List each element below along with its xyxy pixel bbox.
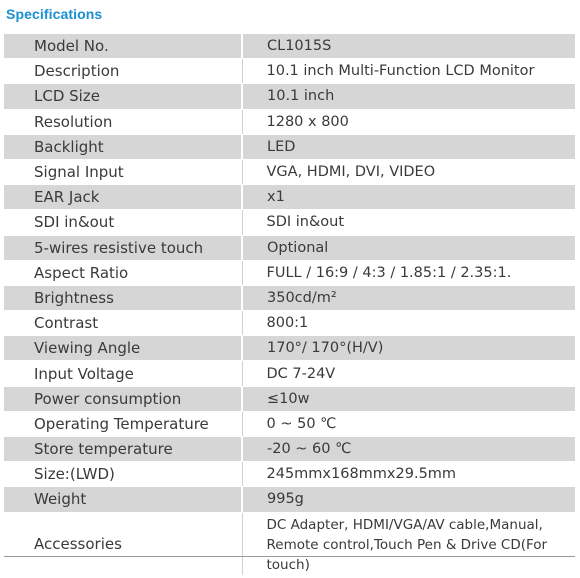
row-label: Brightness bbox=[4, 285, 242, 310]
table-row bbox=[4, 411, 575, 436]
row-label: Model No. bbox=[4, 34, 242, 59]
row-value: CL1015S bbox=[242, 34, 575, 59]
row-value: FULL / 16:9 / 4:3 / 1.85:1 / 2.35:1. bbox=[242, 260, 575, 285]
row-value: 995g bbox=[242, 487, 575, 512]
row-label: EAR Jack bbox=[4, 185, 242, 210]
row-label: Aspect Ratio bbox=[4, 260, 242, 285]
row-label: 5-wires resistive touch bbox=[4, 235, 242, 260]
table-row bbox=[4, 311, 575, 336]
table-row bbox=[4, 361, 575, 386]
row-label: SDI in&out bbox=[4, 210, 242, 235]
table-row bbox=[4, 437, 575, 462]
row-label: Weight bbox=[4, 487, 242, 512]
row-label: Size:(LWD) bbox=[4, 462, 242, 487]
table-row bbox=[4, 210, 575, 235]
divider bbox=[4, 556, 575, 557]
table-row bbox=[4, 512, 575, 575]
row-label: Resolution bbox=[4, 109, 242, 134]
row-label: Signal Input bbox=[4, 159, 242, 184]
row-value: 10.1 inch bbox=[242, 84, 575, 109]
row-label: LCD Size bbox=[4, 84, 242, 109]
row-value: 245mmx168mmx29.5mm bbox=[242, 462, 575, 487]
table-row bbox=[4, 109, 575, 134]
table-row bbox=[4, 159, 575, 184]
row-value: VGA, HDMI, DVI, VIDEO bbox=[242, 159, 575, 184]
table-row bbox=[4, 260, 575, 285]
table-row bbox=[4, 84, 575, 109]
row-value: ≤10w bbox=[242, 386, 575, 411]
row-value: DC 7-24V bbox=[242, 361, 575, 386]
table-row bbox=[4, 462, 575, 487]
row-label: Store temperature bbox=[4, 437, 242, 462]
row-value: -20 ~ 60 ℃ bbox=[242, 437, 575, 462]
row-label: Description bbox=[4, 59, 242, 84]
row-value: DC Adapter, HDMI/VGA/AV cable,Manual, Remote control,Touch Pen & Drive CD(For touch) bbox=[242, 512, 575, 575]
row-label: Operating Temperature bbox=[4, 411, 242, 436]
page-title: Specifications bbox=[6, 6, 103, 22]
row-label: Backlight bbox=[4, 134, 242, 159]
row-label: Input Voltage bbox=[4, 361, 242, 386]
row-label: Viewing Angle bbox=[4, 336, 242, 361]
table-row bbox=[4, 285, 575, 310]
row-label: Power consumption bbox=[4, 386, 242, 411]
row-value: SDI in&out bbox=[242, 210, 575, 235]
row-value: Optional bbox=[242, 235, 575, 260]
row-label: Contrast bbox=[4, 311, 242, 336]
row-value: 170°/ 170°(H/V) bbox=[242, 336, 575, 361]
row-value: 350cd/m² bbox=[242, 285, 575, 310]
table-row bbox=[4, 134, 575, 159]
spec-table bbox=[4, 34, 575, 576]
table-row bbox=[4, 386, 575, 411]
table-row bbox=[4, 235, 575, 260]
table-row bbox=[4, 487, 575, 512]
row-value: 1280 x 800 bbox=[242, 109, 575, 134]
row-value: 10.1 inch Multi-Function LCD Monitor bbox=[242, 59, 575, 84]
table-row bbox=[4, 59, 575, 84]
table-row bbox=[4, 34, 575, 59]
row-value: 0 ~ 50 ℃ bbox=[242, 411, 575, 436]
table-row bbox=[4, 185, 575, 210]
row-value: x1 bbox=[242, 185, 575, 210]
table-row bbox=[4, 336, 575, 361]
row-value: 800:1 bbox=[242, 311, 575, 336]
row-value: LED bbox=[242, 134, 575, 159]
row-label: Accessories bbox=[4, 512, 242, 575]
